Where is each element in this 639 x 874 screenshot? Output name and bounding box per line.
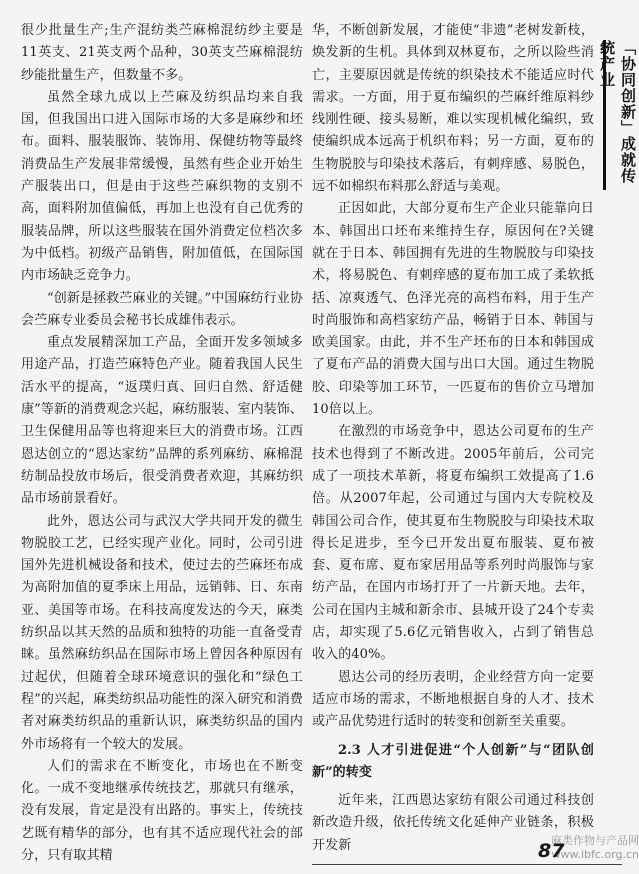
paragraph: 恩达公司的经历表明，企业经营方向一定要适应市场的需求，不断地根据自身的人才、技术或产品优势进行适时的转变和创新至关重要。 bbox=[312, 669, 594, 730]
page-number: 87 bbox=[538, 840, 565, 862]
left-column bbox=[21, 20, 303, 867]
paragraph: 重点发展精深加工产品，全面开发多领域多用途产品，打造苎麻特色产业。随着我国人民生活水平的提高，“返璞归真、回归自然、舒适健康”等新的消费观念兴起，麻纺服装、室内装饰、卫生保健用品等也将迎来巨大的消费市场。江西恩达创立的“恩达家纺”品牌的系列麻纺、麻棉混纺制品投放市场后，很受消费者欢迎，其麻纺织品市场前景看好。 bbox=[21, 335, 303, 507]
right-column bbox=[312, 20, 594, 857]
paragraph: 正因如此，大部分夏布生产企业只能靠向日本、韩国出口坯布来维持生存，原因何在?关键就在于日本、韩国拥有先进的生物脱胶与印染技术，将易脱色、有刺痒感的夏布加工成了柔软抵括、凉爽透气、色泽光亮的高档布料，用于生产时尚服饰和高档家纺产品，畅销于日本、韩国与欧美国家。由此，并不生产坯布的日本和韩国成了夏布产品的消费大国与出口大国。通过生物脱胶、印染等加工环节，一匹夏布的售价立马增加10倍以上。 bbox=[312, 201, 594, 418]
paragraph: 华，不断创新发展，才能使“非遗”老树发新枝，焕发新的生机。具体到双林夏布，之所以险些消亡，主要原因就是传统的织染技术不能适应时代需求。一方面，用于夏布编织的苎麻纤维原料纱线刚性硬、接头易断，难以实现机械化编织，致使编织成本远高于机织布料；另一方面，夏布的生物脱胶与印染技术落后，有刺痒感、易脱色，远不如棉织布料那么舒适与美观。 bbox=[312, 23, 594, 195]
section-heading: 2.3 人才引进促进“个人创新”与“团队创新”的转变 bbox=[312, 742, 594, 780]
watermark: 麻类作物与产品网 www.ibfc.org.cn bbox=[551, 834, 639, 861]
paragraph: 很少批量生产;生产混纺类苎麻棉混纺纱主要是11英支、21英支两个品种，30英支苎麻棉混纺纱能批量生产，但数量不多。 bbox=[21, 23, 303, 83]
paragraph: 此外，恩达公司与武汉大学共同开发的微生物脱胶工艺，已经实现产业化。同时，公司引进国外先进机械设备和技术，使过去的苎麻坯布成为高附加值的夏季床上用品，远销韩、日、东南亚、美国等市场。在科技高度发达的今天，麻类纺织品以其天然的品质和独特的功能一直备受青睐。虽然麻纺织品在国际市场上曾因各种原因有过起伏，但随着全球环境意识的强化和“绿色工程”的兴起，麻类纺织品功能性的深入研究和消费者对麻类纺织品的重新认识，麻类纺织品的国内外市场将有一个较大的发展。 bbox=[21, 513, 303, 752]
footer-divider bbox=[312, 864, 622, 865]
paragraph: “创新是拯救苎麻业的关键。”中国麻纺行业协会苎麻专业委员会秘书长成雄伟表示。 bbox=[21, 290, 303, 328]
section-sidebar-label: 「协同创新」成就传统产业 bbox=[603, 40, 639, 190]
paragraph: 人们的需求在不断变化，市场也在不断变化。一成不变地继承传统技艺，那就只有继承，没有发展，肯定是没有出路的。事实上，传统技艺既有精华的部分，也有其不适应现代社会的部分，只有取其精 bbox=[21, 758, 303, 863]
paragraph: 在激烈的市场竞争中，恩达公司夏布的生产技术也得到了不断改进。2005年前后，公司完成了一项技术革新，将夏布编织工效提高了1.6倍。从2007年起，公司通过与国内大专院校及韩国公司合作，使其夏布生物脱胶与印染技术取得长足进步，至今已开发出夏布服装、夏布被套、夏布席、夏布家居用品等系列时尚服饰与家纺产品，在国内市场打开了一片新天地。去年，公司在国内主城和新余市、县城开设了24个专卖店，却实现了5.6亿元销售收入，占到了销售总收入的40%。 bbox=[312, 424, 594, 663]
paragraph: 虽然全球九成以上苎麻及纺织品均来自我国，但我国出口进入国际市场的大多是麻纱和坯布。面料、服装服饰、装饰用、保健纺物等最终消费品生产发展非常缓慢，虽然有些企业开始生产服装出口，但是由于这些苎麻织物的支别不高，面料附加值偏低，再加上也没有自己优秀的服装品牌，所以这些服装在国外消费定位档次多为中低档。初级产品销售，附加值低，在国际国内市场缺乏竞争力。 bbox=[21, 89, 303, 284]
paragraph: 近年来，江西恩达家纺有限公司通过科技创新改造升级，依托传统文化延伸产业链条，积极开发新 bbox=[312, 793, 594, 853]
